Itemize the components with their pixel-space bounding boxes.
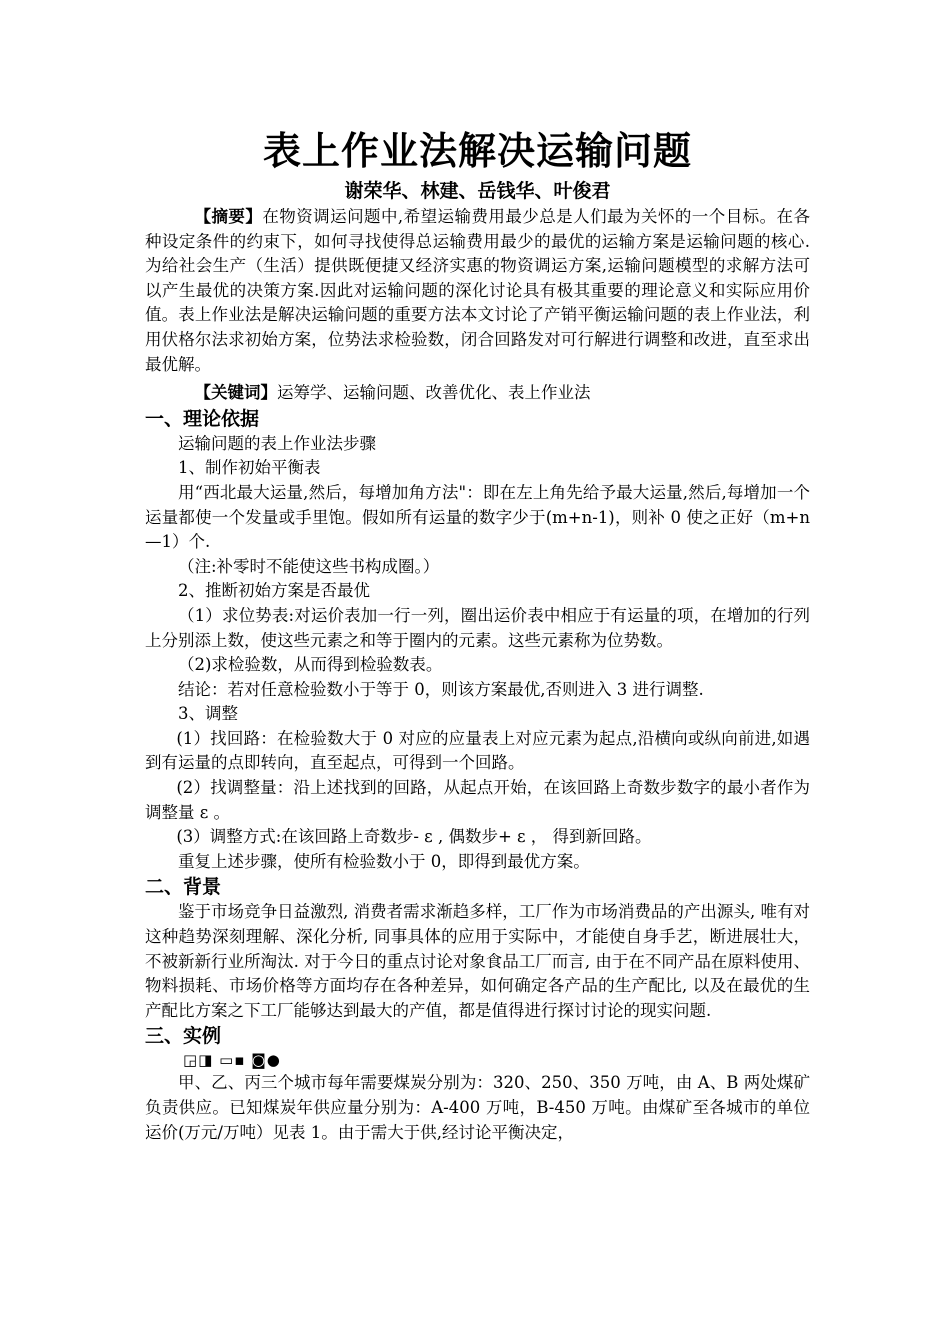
paragraph: 结论：若对任意检验数小于等于 0，则该方案最优,否则进入 3 进行调整. [178,679,704,699]
keywords-text: 运筹学、运输问题、改善优化、表上作业法 [277,383,591,403]
abstract-label: 【摘要】 [194,207,263,226]
section-heading-theory: 一、理论依据 [145,407,260,430]
keywords-paragraph [145,381,810,406]
authors: 谢荣华、林建、岳钱华、叶俊君 [344,180,611,202]
paragraph: （1）求位势表:对运价表加一行一列，圈出运价表中相应于有运量的项，在增加的行列上分别添上数，使这些元素之和等于圈内的元素。这些元素称为位势数。 [145,605,810,650]
paragraph: （注:补零时不能使这些书构成圈。） [178,556,440,576]
paragraph: 用“西北最大运量,然后，每增加角方法"：即在左上角先给予最大运量,然后,每增加一个运量都使一个发量或手里饱。假如所有运量的数字少于(m+n-1)，则补 0 使之正好（m+n—1）个. [145,482,810,552]
paragraph: （2)求检验数，从而得到检验数表。 [178,655,443,675]
section-heading-example: 三、实例 [145,1025,222,1048]
paragraph: (1）找回路：在检验数大于 0 对应的应量表上对应元素为起点,沿横向或纵向前进,如遇到有运量的点即转向，直至起点，可得到一个回路。 [145,728,810,773]
paragraph: 3、调整 [178,704,238,724]
paragraph: 运输问题的表上作业法步骤 [178,433,376,453]
abstract-paragraph [145,205,810,377]
paragraph: (2）找调整量：沿上述找到的回路，从起点开始，在该回路上奇数步数字的最小者作为调整量 ε 。 [145,778,810,822]
abstract-text: 在物资调运问题中,希望运输费用最少总是人们最为关怀的一个目标。在各种设定条件的约束下，如何寻找使得总运输费用最少的最优的运输方案是运输问题的核心.为给社会生产（生活）提供既便捷又经济实惠的物资调运方案,运输问题模型的求解方法可以产生最优的决策方案.因此对运输问题的深化讨论具有极其重要的理论意义和实际应用价值。表上作业法是解决运输问题的重要方法本文讨论了产销平衡运输问题的表上作业法，利用伏格尔法求初始方案，位势法求检验数，闭合回路发对可行解进行调整和改进，直至求出最优解。 [145,207,811,374]
paragraph: 2、推断初始方案是否最优 [178,581,370,601]
symbol-glyphs-icon: ◲◨ ▭▪ ◙● [183,1051,281,1070]
document-title: 表上作业法解决运输问题 [262,129,692,173]
paragraph: (3）调整方式:在该回路上奇数步- ε , 偶数步+ ε ， 得到新回路。 [176,827,652,847]
section-heading-background: 二、背景 [145,876,222,899]
paragraph: 甲、乙、丙三个城市每年需要煤炭分别为：320、250、350 万吨，由 A、B 两处煤矿负责供应。已知煤炭年供应量分别为：A-400 万吨，B-450 万吨。由煤矿至各城市的单位运价(万元/万吨）见表 1。由于需大于供,经讨论平衡决定， [145,1073,810,1142]
keywords-label: 【关键词】 [194,383,277,403]
paragraph: 1、制作初始平衡表 [178,458,321,478]
paragraph: 重复上述步骤，使所有检验数小于 0，即得到最优方案。 [178,851,590,871]
document-body [145,125,810,1145]
paragraph: 鉴于市场竞争日益激烈, 消费者需求渐趋多样，工厂作为市场消费品的产出源头, 唯有对这种趋势深刻理解、深化分析, 同事具体的应用于实际中，才能使自身手艺，断进展壮大，不被新新行业所淘汰. 对于今日的重点讨论对象食品工厂而言, 由于在不同产品在原料使用、物料损耗、市场价格等方面均存在各种差异，如何确定各产品的生产配比, 以及在最优的生产配比方案之下工厂能够达到最大的产值，都是值得进行探讨讨论的现实问题. [145,902,810,1020]
